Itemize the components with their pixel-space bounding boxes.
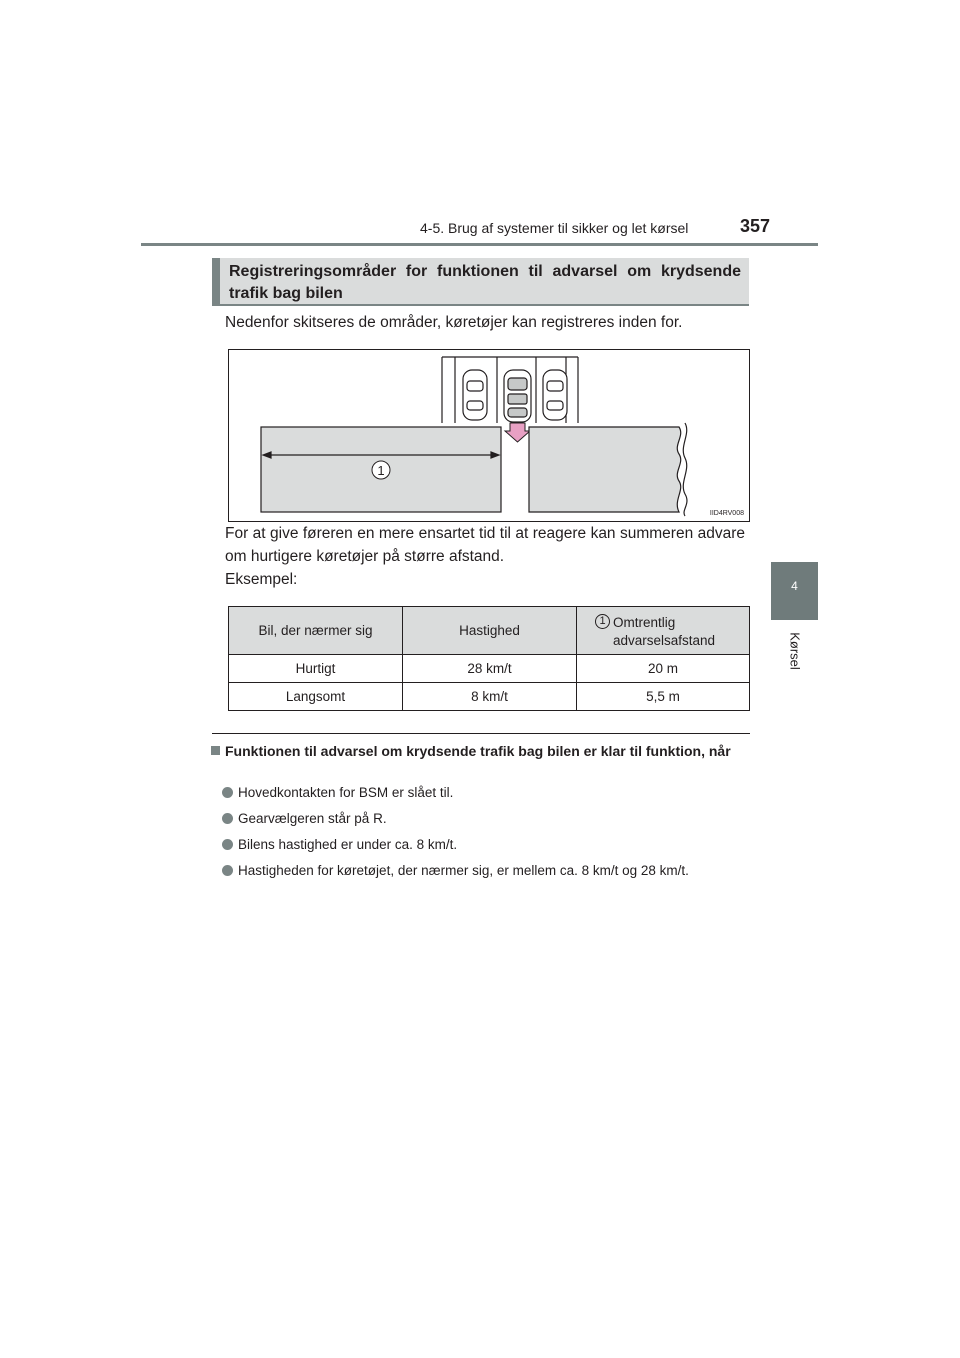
reversing-car [504, 370, 531, 422]
chapter-name: Kørsel [787, 632, 803, 670]
table-header-cell: Bil, der nærmer sig [229, 607, 403, 655]
list-item [222, 811, 387, 826]
list-item [222, 785, 453, 800]
callout-label: 1 [377, 463, 385, 478]
table-cell: 8 km/t [403, 683, 577, 711]
bullet-icon [222, 787, 233, 798]
callout-marker: 1 [595, 614, 610, 629]
header-with-callout [595, 614, 731, 650]
parked-car-left [463, 370, 487, 420]
warning-distance-table [228, 606, 750, 711]
list-item-text: Hovedkontakten for BSM er slået til. [238, 785, 454, 800]
table-header-row [229, 607, 750, 655]
chapter-tab [771, 562, 818, 620]
chapter-number: 4 [791, 579, 798, 593]
parked-car-right [543, 370, 567, 420]
section-title: Registreringsområder for funktionen til advarsel om krydsende trafik bag bilen [212, 258, 749, 306]
chapter-label [787, 630, 803, 672]
detection-area-diagram [228, 349, 750, 522]
list-item-text: Gearvælgeren står på R. [238, 811, 387, 826]
list-item [222, 863, 689, 878]
table-cell: 5,5 m [577, 683, 750, 711]
table-cell: Langsomt [229, 683, 403, 711]
table-header-cell: Hastighed [403, 607, 577, 655]
body-paragraph: For at give føreren en mere ensartet tid til at reagere kan summeren advare om hurtigere køretøjer på større afstand. [225, 525, 745, 565]
conditions-heading [211, 742, 749, 761]
table-row [229, 655, 750, 683]
list-item [222, 837, 457, 852]
table-cell: 20 m [577, 655, 750, 683]
diagram-illustration [229, 350, 751, 523]
table-header-cell [577, 607, 750, 655]
table-cell: 28 km/t [403, 655, 577, 683]
example-label: Eksempel: [225, 571, 298, 588]
detection-zone-right [529, 427, 681, 512]
list-item-text: Hastigheden for køretøjet, der nærmer sig, er mellem ca. 8 km/t og 28 km/t. [238, 863, 689, 878]
table-row [229, 683, 750, 711]
list-item-text: Bilens hastighed er under ca. 8 km/t. [238, 837, 458, 852]
conditions-heading-text: Funktionen til advarsel om krydsende trafik bag bilen er klar til funktion, når [225, 743, 731, 759]
intro-text: Nedenfor skitseres de områder, køretøjer kan registreres inden for. [225, 314, 683, 331]
section-divider [212, 733, 750, 734]
header-rule [141, 243, 818, 246]
image-code: IID4RV008 [709, 510, 744, 517]
header-label: Omtrentlig advarselsafstand [613, 614, 716, 648]
square-bullet-icon [211, 746, 220, 755]
reverse-arrow-icon [505, 423, 530, 442]
page-number: 357 [740, 216, 771, 236]
break-line-icon [683, 423, 687, 516]
header-section-title: 4-5. Brug af systemer til sikker og let kørsel [420, 220, 689, 236]
bullet-icon [222, 865, 233, 876]
bullet-icon [222, 839, 233, 850]
table-cell: Hurtigt [229, 655, 403, 683]
bullet-icon [222, 813, 233, 824]
